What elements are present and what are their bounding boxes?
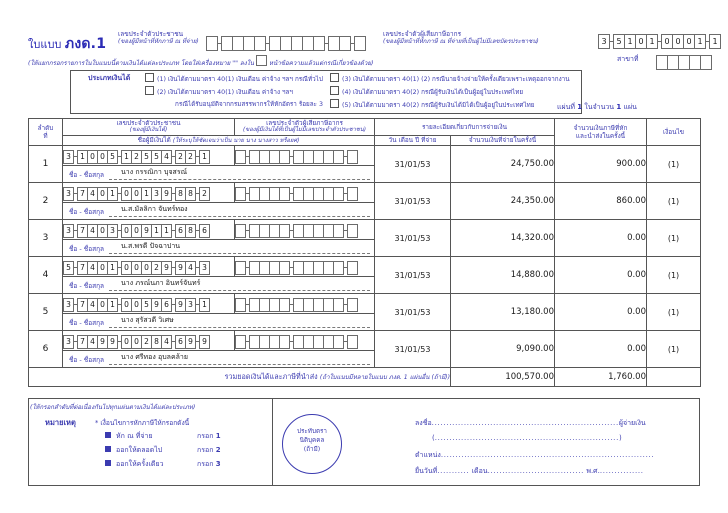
digit-box[interactable]: 0	[635, 34, 647, 49]
note-item-3	[105, 459, 221, 470]
row-citizen-id-cell[interactable]	[63, 183, 235, 203]
total-condition-empty	[647, 368, 701, 387]
digit-box[interactable]	[206, 36, 218, 51]
digit-box[interactable]: 0	[131, 224, 142, 238]
digit-box[interactable]: 4	[161, 150, 172, 164]
note-item-2-text: ออกให้ตลอดไป	[116, 446, 163, 454]
row-date: 31/01/53	[375, 294, 451, 331]
row-tax: 0.00	[555, 220, 647, 257]
checkbox-icon[interactable]	[330, 99, 339, 108]
digit-box[interactable]: 5	[141, 298, 152, 312]
company-stamp-placeholder	[282, 414, 342, 474]
row-name-label: ชื่อ - ชื่อสกุล	[69, 319, 104, 328]
digit-box[interactable]: 1	[107, 298, 118, 312]
digit-box[interactable]: 1	[141, 187, 152, 201]
digit-box[interactable]: 8	[185, 224, 196, 238]
col-header-detail-main: รายละเอียดเกี่ยวกับการจ่ายเงิน	[422, 122, 507, 131]
table-row	[29, 257, 701, 277]
total-amount: 100,570.00	[451, 368, 555, 387]
row-name-value: น.ส.พรดี ปัจฉาปาน	[109, 241, 370, 254]
digit-box[interactable]: 1	[121, 150, 132, 164]
income-type-option-2[interactable]	[145, 86, 293, 97]
col-header-no-l1: ลำดับ	[37, 123, 54, 132]
digit-box[interactable]: 2	[131, 150, 142, 164]
signature-dots: ................................................................	[431, 419, 619, 427]
digit-box[interactable]: 6	[161, 298, 172, 312]
row-condition: (1)	[647, 146, 701, 183]
digit-box[interactable]: 9	[107, 335, 118, 349]
digit-box[interactable]	[235, 261, 246, 275]
row-name-cell[interactable]	[63, 240, 375, 257]
table-row	[29, 331, 701, 351]
row-amount: 24,350.00	[451, 183, 555, 220]
col-header-tax-l1: จำนวนเงินภาษีที่หัก	[573, 123, 628, 132]
digit-box[interactable]: 0	[683, 34, 695, 49]
citizen-id-label	[118, 30, 199, 46]
digit-box[interactable]: 1	[107, 187, 118, 201]
row-citizen-id-cell[interactable]	[63, 146, 235, 166]
table-row	[29, 220, 701, 240]
digit-box[interactable]	[313, 36, 325, 51]
row-amount: 24,750.00	[451, 146, 555, 183]
digit-box[interactable]: 0	[97, 261, 108, 275]
position-line[interactable]	[415, 450, 654, 461]
digit-box[interactable]: 4	[185, 261, 196, 275]
digit-box[interactable]	[279, 224, 290, 238]
digit-box[interactable]	[333, 261, 344, 275]
col-header-no	[29, 119, 63, 146]
digit-box[interactable]: 3	[63, 224, 74, 238]
submit-year-dots: ...............	[599, 467, 644, 475]
digit-box[interactable]	[333, 298, 344, 312]
bullet-square-icon	[105, 432, 111, 438]
sheet-prefix: แผ่นที่	[557, 103, 576, 111]
signature-line[interactable]	[415, 418, 646, 429]
sheet-mid: ในจำนวน	[584, 103, 615, 111]
row-name-value: นาง สุรัสวดี วิเศษ	[109, 315, 370, 328]
signature-role: ผู้จ่ายเงิน	[618, 419, 646, 427]
row-number: 2	[29, 183, 63, 220]
digit-box[interactable]: 1	[199, 298, 210, 312]
note-item-3-code: 3	[215, 460, 221, 468]
digit-box[interactable]: 7	[77, 224, 88, 238]
digit-box[interactable]	[700, 55, 712, 70]
digit-box[interactable]	[333, 335, 344, 349]
row-name-cell[interactable]	[63, 314, 375, 331]
digit-box[interactable]	[347, 187, 358, 201]
digit-box[interactable]: 4	[161, 335, 172, 349]
checkbox-icon[interactable]	[330, 86, 339, 95]
row-number: 5	[29, 294, 63, 331]
digit-box[interactable]: 1	[694, 34, 706, 49]
row-amount: 14,880.00	[451, 257, 555, 294]
row-taxid-cell[interactable]	[235, 331, 375, 351]
checkbox-icon[interactable]	[145, 86, 154, 95]
digit-box[interactable]: 4	[87, 335, 98, 349]
total-tax: 1,760.00	[555, 368, 647, 387]
table-row	[29, 294, 701, 314]
submit-date-label: ยื่นวันที่	[415, 467, 438, 475]
digit-box[interactable]: 8	[151, 335, 162, 349]
row-name-cell[interactable]	[63, 351, 375, 368]
submit-day-dots: ...........	[437, 467, 470, 475]
digit-box[interactable]	[235, 298, 246, 312]
submit-month-dots: .................................	[487, 467, 585, 475]
income-type-option-4-label: (4) เงินได้ตามมาตรา 40(2) กรณีผู้รับเงินได้เป็นผู้อยู่ในประเทศไทย	[342, 89, 524, 96]
digit-box[interactable]: 2	[185, 150, 196, 164]
digit-box[interactable]	[279, 298, 290, 312]
row-date: 31/01/53	[375, 257, 451, 294]
note-item-1-text: หัก ณ ที่จ่าย	[116, 432, 153, 440]
row-name-value: นาง กรรณิกา บุจสรณ์	[109, 167, 370, 180]
stamp-line-2: นิติบุคคล	[299, 437, 325, 445]
table-row	[29, 146, 701, 166]
digit-box[interactable]: 2	[199, 187, 210, 201]
digit-box[interactable]: 0	[97, 298, 108, 312]
digit-box[interactable]: 2	[151, 261, 162, 275]
row-taxid-cell[interactable]	[235, 294, 375, 314]
digit-box[interactable]: 0	[121, 298, 132, 312]
row-date: 31/01/53	[375, 183, 451, 220]
row-amount: 9,090.00	[451, 331, 555, 368]
row-date: 31/01/53	[375, 220, 451, 257]
bullet-square-icon	[105, 446, 111, 452]
digit-box[interactable]: 5	[107, 150, 118, 164]
row-number: 4	[29, 257, 63, 294]
form-label: ใบแบบ	[28, 38, 62, 51]
digit-box[interactable]	[347, 298, 358, 312]
col-header-tax-l2: และนำส่งในครั้งนี้	[575, 132, 626, 141]
digit-box[interactable]	[235, 335, 246, 349]
digit-box[interactable]: 3	[63, 187, 74, 201]
income-type-option-1[interactable]	[145, 73, 323, 84]
checkbox-icon[interactable]	[330, 73, 339, 82]
col-header-amount	[451, 135, 555, 146]
income-type-option-1-label: (1) เงินได้ตามมาตรา 40(1) เงินเดือน ค่าจ้าง ฯลฯ กรณีทั่วไป	[157, 76, 323, 83]
taxid-input[interactable]	[598, 31, 721, 50]
digit-box[interactable]: 3	[151, 187, 162, 201]
digit-box[interactable]	[347, 261, 358, 275]
paren-close: )	[619, 434, 622, 442]
digit-box[interactable]: 9	[175, 261, 186, 275]
digit-box[interactable]	[354, 36, 366, 51]
note-item-1-code: 1	[215, 432, 221, 440]
digit-box[interactable]	[333, 187, 344, 201]
row-name-value: น.ส.มัลลิกา จันทร์ทอง	[109, 204, 370, 217]
instruction-part2: " ลงใน	[235, 60, 254, 67]
digit-box[interactable]: 4	[87, 261, 98, 275]
row-tax: 900.00	[555, 146, 647, 183]
row-condition: (1)	[647, 183, 701, 220]
stamp-line-3: (ถ้ามี)	[303, 446, 321, 454]
digit-box[interactable]	[339, 36, 351, 51]
sheet-info	[557, 102, 637, 113]
digit-box[interactable]: 8	[185, 187, 196, 201]
row-tax: 860.00	[555, 183, 647, 220]
digit-box[interactable]: 1	[151, 224, 162, 238]
row-name-cell[interactable]	[63, 166, 375, 183]
note-item-1	[105, 431, 221, 442]
digit-box[interactable]: 9	[141, 224, 152, 238]
digit-box[interactable]	[235, 224, 246, 238]
digit-box[interactable]: 0	[87, 150, 98, 164]
row-name-cell[interactable]	[63, 203, 375, 220]
row-number: 6	[29, 331, 63, 368]
total-label-sub: (ถ้าใบแนบมีหลายใบแนบ ภงด. 1 แผ่นอื่น (ถ้ามี))	[319, 373, 450, 381]
digit-box[interactable]: 7	[77, 187, 88, 201]
income-type-option-5-label: (5) เงินได้ตามมาตรา 40(2) กรณีผู้รับเงินได้มิได้เป็นผู้อยู่ในประเทศไทย	[342, 102, 535, 109]
submit-year-label: พ.ศ.	[586, 467, 600, 475]
row-condition: (1)	[647, 220, 701, 257]
digit-box[interactable]: 0	[97, 224, 108, 238]
digit-box[interactable]: 0	[131, 261, 142, 275]
col-header-date	[375, 135, 451, 146]
note-item-2	[105, 445, 221, 456]
row-taxid-cell[interactable]	[235, 146, 375, 166]
digit-box[interactable]	[333, 150, 344, 164]
income-type-option-4[interactable]	[330, 86, 523, 97]
digit-box[interactable]: 1	[161, 224, 172, 238]
row-tax: 0.00	[555, 257, 647, 294]
digit-box[interactable]	[279, 335, 290, 349]
paren-open: (	[432, 434, 435, 442]
digit-box[interactable]: 7	[77, 298, 88, 312]
digit-box[interactable]: 1	[646, 34, 658, 49]
digit-box[interactable]: 4	[87, 187, 98, 201]
row-number: 1	[29, 146, 63, 183]
digit-box[interactable]	[347, 150, 358, 164]
row-name-label: ชื่อ - ชื่อสกุล	[69, 356, 104, 365]
digit-box[interactable]	[235, 150, 246, 164]
income-type-option-3-label: (3) เงินได้ตามมาตรา 40(1) (2) กรณีนายจ้างจ่ายให้ครั้งเดียวเพราะเหตุออกจากงาน	[342, 76, 570, 83]
col-header-taxid	[235, 119, 375, 136]
digit-box[interactable]: 0	[121, 187, 132, 201]
citizen-id-label-main: เลขประจำตัวประชาชน	[118, 30, 184, 38]
digit-box[interactable]: 9	[97, 335, 108, 349]
digit-box[interactable]: 1	[107, 261, 118, 275]
submit-month-label: เดือน	[471, 467, 488, 475]
total-row	[29, 368, 701, 387]
digit-box[interactable]: 1	[709, 34, 721, 49]
row-name-value: นาง ศรีทอง อุบลคล้าย	[109, 352, 370, 365]
note-item-3-text: ออกให้ครั้งเดียว	[116, 460, 164, 468]
digit-box[interactable]	[235, 187, 246, 201]
digit-box[interactable]	[254, 36, 266, 51]
payments-table	[28, 118, 701, 387]
notes-header: (ให้กรอกสำดับที่ต่อเนื่องกันไปทุกแผ่นตามเงินได้แต่ละประเภท)	[30, 404, 196, 411]
digit-box[interactable]	[279, 261, 290, 275]
instruction-text	[28, 55, 373, 68]
row-citizen-id-cell[interactable]	[63, 220, 235, 240]
digit-box[interactable]: 2	[141, 335, 152, 349]
digit-box[interactable]: 9	[161, 187, 172, 201]
col-header-taxid-main: เลขประจำตัวผู้เสียภาษีอากร	[266, 119, 343, 127]
digit-box[interactable]: 3	[63, 298, 74, 312]
digit-box[interactable]	[279, 150, 290, 164]
col-header-condition-label: เงื่อนไข	[662, 128, 685, 137]
form-title	[28, 33, 106, 55]
digit-box[interactable]: 4	[87, 224, 98, 238]
position-dots: .........................................................................	[440, 451, 655, 459]
digit-box[interactable]: 0	[141, 261, 152, 275]
digit-box[interactable]: 7	[77, 261, 88, 275]
row-name-label: ชื่อ - ชื่อสกุล	[69, 245, 104, 254]
digit-box[interactable]: 4	[87, 298, 98, 312]
table-row	[29, 183, 701, 203]
instruction-tickbox-icon	[256, 55, 267, 66]
note-item-2-code: 2	[215, 446, 221, 454]
digit-box[interactable]: 0	[97, 150, 108, 164]
col-header-date-label: วัน เดือน ปี ที่จ่าย	[388, 136, 437, 145]
notes-label: หมายเหตุ	[45, 418, 76, 427]
row-name-label: ชื่อ - ชื่อสกุล	[69, 171, 104, 180]
col-header-tax	[555, 119, 647, 146]
row-condition: (1)	[647, 294, 701, 331]
col-header-taxid-sub: (ของผู้มีเงินได้ที่เป็นผู้ไม่มีเลขประจำตัวประชาชน)	[243, 127, 366, 134]
row-citizen-id-cell[interactable]	[63, 257, 235, 277]
footer-divider	[272, 399, 273, 485]
notes-star-text: * เงื่อนไขการหักภาษีให้กรอกดังนี้	[95, 419, 190, 427]
digit-box[interactable]: 0	[121, 261, 132, 275]
col-header-citizen-id-main: เลขประจำตัวประชาชน	[116, 119, 181, 127]
income-type-option-2-label: (2) เงินได้ตามมาตรา 40(1) เงินเดือน ค่าจ้าง ฯลฯ	[157, 89, 293, 96]
row-condition: (1)	[647, 331, 701, 368]
col-header-detail	[375, 119, 555, 136]
sheet-number: 1	[577, 103, 583, 111]
row-condition: (1)	[647, 257, 701, 294]
signature-label: ลงชื่อ	[415, 419, 432, 427]
row-amount: 13,180.00	[451, 294, 555, 331]
income-type-option-2b	[175, 99, 323, 109]
col-header-no-l2: ที่	[43, 132, 48, 141]
digit-box[interactable]: 5	[151, 150, 162, 164]
digit-box[interactable]: 0	[131, 187, 142, 201]
citizen-id-label-sub: (ของผู้มีหน้าที่หักภาษี ณ ที่จ่าย)	[118, 38, 199, 46]
bullet-square-icon	[105, 460, 111, 466]
digit-box[interactable]: 6	[175, 224, 186, 238]
row-number: 3	[29, 220, 63, 257]
digit-box[interactable]: 3	[63, 150, 74, 164]
total-label-cell	[29, 368, 451, 387]
digit-box[interactable]: 6	[199, 224, 210, 238]
sheet-total: 1	[616, 103, 622, 111]
digit-box[interactable]: 3	[63, 335, 74, 349]
taxid-label-main: เลขประจำตัวผู้เสียภาษีอากร	[383, 30, 462, 38]
digit-box[interactable]: 0	[121, 335, 132, 349]
digit-box[interactable]: 3	[598, 34, 610, 49]
stamp-line-1: ประทับตรา	[297, 428, 327, 435]
submit-date-line[interactable]	[415, 466, 644, 477]
branch-label: สาขาที่	[617, 55, 639, 63]
digit-box[interactable]: 0	[121, 224, 132, 238]
digit-box[interactable]: 9	[185, 335, 196, 349]
digit-box[interactable]: 1	[624, 34, 636, 49]
income-type-option-3[interactable]	[330, 73, 570, 84]
digit-box[interactable]: 5	[141, 150, 152, 164]
digit-box[interactable]: 9	[199, 335, 210, 349]
instruction-part1: (ให้แยกกรอกรายการในใบแนบนี้ตามเงินได้แต่ละประเภท โดยใส่เครื่องหมาย "	[28, 60, 236, 67]
col-header-condition	[647, 119, 701, 146]
row-tax: 0.00	[555, 331, 647, 368]
digit-box[interactable]: 0	[131, 298, 142, 312]
income-type-option-5[interactable]	[330, 99, 534, 110]
col-header-name-sub: (ให้ระบุให้ชัดเจนว่าเป็น นาย นาง นางสาว หรือยศ)	[172, 137, 300, 144]
digit-box[interactable]: 2	[175, 150, 186, 164]
digit-box[interactable]: 3	[107, 224, 118, 238]
form-header	[0, 0, 728, 118]
note-item-1-code-label: กรอก	[197, 432, 214, 440]
digit-box[interactable]: 1	[199, 150, 210, 164]
digit-box[interactable]: 3	[185, 298, 196, 312]
col-header-name-main: ชื่อผู้มีเงินได้	[137, 135, 171, 144]
col-header-citizen-id-sub: (ของผู้มีเงินได้)	[129, 127, 168, 134]
note-item-2-code-label: กรอก	[197, 446, 214, 454]
digit-box[interactable]	[347, 224, 358, 238]
row-name-cell[interactable]	[63, 277, 375, 294]
row-date: 31/01/53	[375, 331, 451, 368]
taxid-label	[383, 30, 539, 46]
digit-box[interactable]: 0	[131, 335, 142, 349]
digit-box[interactable]	[347, 335, 358, 349]
taxid-label-sub: (ของผู้มีหน้าที่หักภาษี ณ ที่จ่ายที่เป็นผู้ไม่มีเลขบัตรประชาชน)	[383, 38, 539, 46]
digit-box[interactable]: 1	[77, 150, 88, 164]
digit-box[interactable]: 9	[175, 298, 186, 312]
income-type-option-2b-label: กรณีได้รับอนุมัติจากกรมสรรพากรให้หักอัตรา ร้อยละ 3	[175, 101, 323, 108]
digit-box[interactable]: 0	[97, 187, 108, 201]
digit-box[interactable]	[333, 224, 344, 238]
row-taxid-cell[interactable]	[235, 220, 375, 240]
sheet-suffix: แผ่น	[623, 103, 637, 111]
position-label: ตำแหน่ง	[415, 451, 441, 459]
digit-box[interactable]: 3	[199, 261, 210, 275]
row-name-value: นาง ภรณ์นภา อินทร์จันทร์	[109, 278, 370, 291]
signature-name-line[interactable]	[432, 434, 622, 442]
branch-input[interactable]	[656, 52, 712, 71]
row-citizen-id-cell[interactable]	[63, 294, 235, 314]
row-name-label: ชื่อ - ชื่อสกุล	[69, 208, 104, 217]
digit-box[interactable]: 9	[161, 261, 172, 275]
total-label: รวมยอดเงินได้และภาษีที่นำส่ง	[224, 371, 318, 381]
digit-box[interactable]: 0	[661, 34, 673, 49]
digit-box[interactable]: 7	[77, 335, 88, 349]
row-citizen-id-cell[interactable]	[63, 331, 235, 351]
col-header-citizen-id	[63, 119, 235, 136]
digit-box[interactable]	[279, 187, 290, 201]
digit-box[interactable]: 9	[151, 298, 162, 312]
digit-box[interactable]: 5	[63, 261, 74, 275]
digit-box[interactable]: 0	[672, 34, 684, 49]
note-item-3-code-label: กรอก	[197, 460, 214, 468]
citizen-id-input[interactable]	[206, 33, 366, 52]
digit-box[interactable]: 8	[175, 187, 186, 201]
col-header-amount-label: จำนวนเงินที่จ่ายในครั้งนี้	[468, 136, 537, 145]
form-name: ภงด.1	[64, 36, 107, 52]
digit-box[interactable]: 5	[613, 34, 625, 49]
row-taxid-cell[interactable]	[235, 257, 375, 277]
row-taxid-cell[interactable]	[235, 183, 375, 203]
row-date: 31/01/53	[375, 146, 451, 183]
digit-box[interactable]: 6	[175, 335, 186, 349]
income-type-title: ประเภทเงินได้	[88, 74, 131, 82]
col-header-name	[63, 135, 375, 146]
row-name-label: ชื่อ - ชื่อสกุล	[69, 282, 104, 291]
signature-name-dots: ...............................................................	[434, 434, 620, 442]
row-amount: 14,320.00	[451, 220, 555, 257]
row-tax: 0.00	[555, 294, 647, 331]
checkbox-icon[interactable]	[145, 73, 154, 82]
instruction-part3: หน้าข้อความแล้วแต่กรณีเกี่ยวข้องด้วย)	[269, 60, 374, 67]
